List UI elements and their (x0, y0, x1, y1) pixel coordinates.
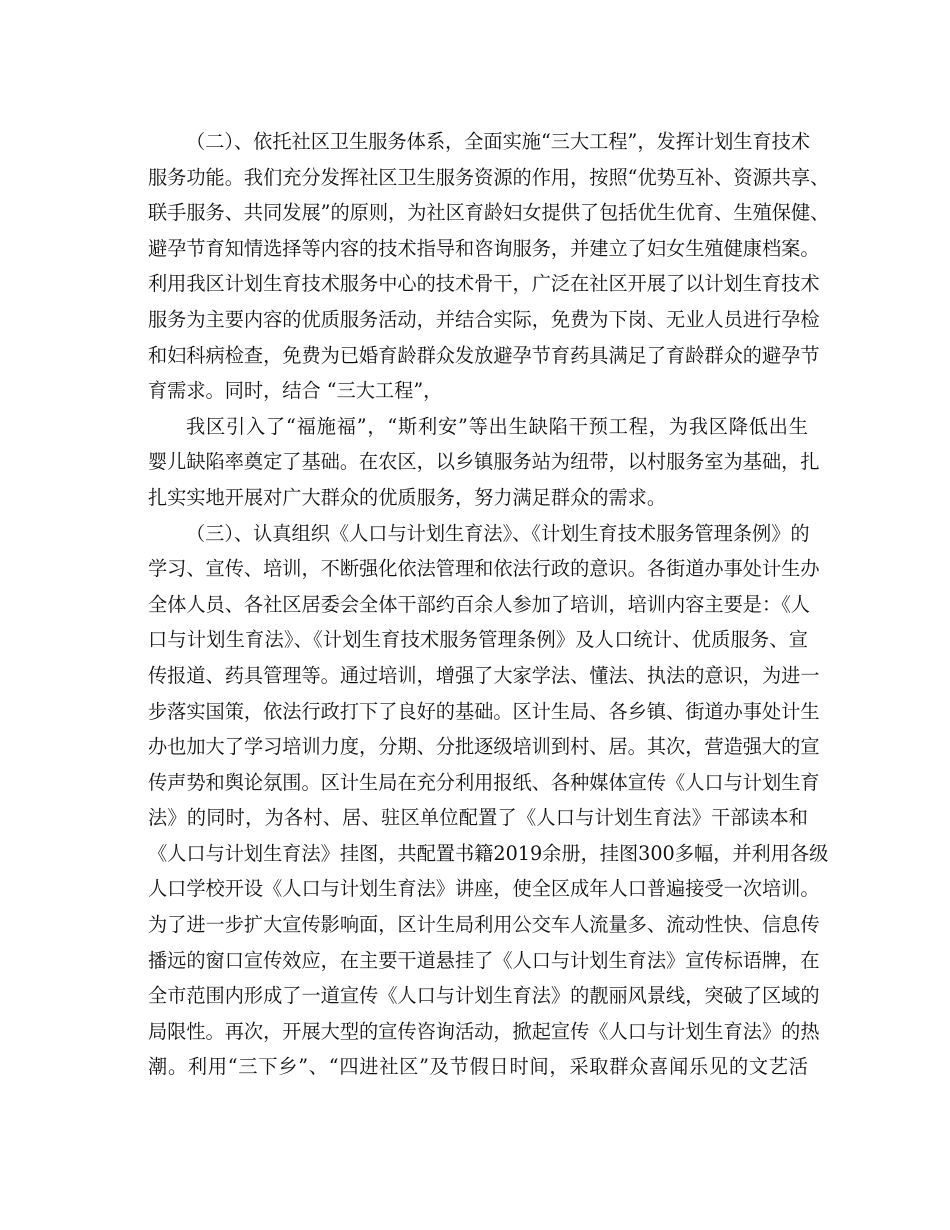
text-line: （三）、认真组织《人口与计划生育法》、《计划生育技术服务管理条例》的 (186, 521, 810, 545)
text-line: 婴儿缺陷率奠定了基础。在农区，以乡镇服务站为纽带，以村服务室为基础，扎 (148, 450, 820, 474)
text-line: 我区引入了“福施福”，“斯利安”等出生缺陷干预工程，为我区降低出生 (186, 414, 808, 438)
text-line: 口与计划生育法》、《计划生育技术服务管理条例》及人口统计、优质服务、宣 (148, 628, 808, 652)
text-line: 法》的同时，为各村、居、驻区单位配置了《人口与计划生育法》干部读本和 (148, 806, 808, 830)
text-line: 传声势和舆论氛围。区计生局在充分利用报纸、各种媒体宣传《人口与计划生育 (148, 770, 820, 794)
text-line: 全体人员、各社区居委会全体干部约百余人参加了培训，培训内容主要是：《人 (148, 592, 810, 616)
text-line: 传报道、药具管理等。通过培训，增强了大家学法、懂法、执法的意识，为进一 (148, 663, 820, 687)
text-line: 步落实国策，依法行政打下了良好的基础。区计生局、各乡镇、街道办事处计生 (148, 699, 820, 723)
text-line: 服务功能。我们充分发挥社区卫生服务资源的作用，按照“优势互补、资源共享、 (148, 165, 830, 189)
text-line: 潮。利用“三下乡”、“四进社区”及节假日时间，采取群众喜闻乐见的文艺活 (148, 1055, 808, 1079)
document-body (148, 124, 830, 1085)
text-line: 扎实实地开展对广大群众的优质服务，努力满足群众的需求。 (148, 485, 667, 509)
text-line: 人口学校开设《人口与计划生育法》讲座，使全区成年人口普遍接受一次培训。 (148, 877, 820, 901)
text-line: 局限性。再次，开展大型的宣传咨询活动，掀起宣传《人口与计划生育法》的热 (148, 1019, 820, 1043)
text-line: 服务为主要内容的优质服务活动，并结合实际，免费为下岗、无业人员进行孕检 (148, 307, 820, 331)
text-line: 育需求。同时，结合 “三大工程”， (148, 379, 443, 403)
text-line: 利用我区计划生育技术服务中心的技术骨干，广泛在社区开展了以计划生育技术 (148, 272, 820, 296)
text-line: （二）、依托社区卫生服务体系，全面实施“三大工程”，发挥计划生育技术 (186, 130, 811, 153)
text-line: 避孕节育知情选择等内容的技术指导和咨询服务，并建立了妇女生殖健康档案。 (148, 236, 820, 260)
text-line: 《人口与计划生育法》挂图，共配置书籍2019余册，挂图300多幅，并利用各级 (148, 841, 829, 865)
text-line: 为了进一步扩大宣传影响面，区计生局利用公交车人流量多、流动性快、信息传 (148, 913, 820, 937)
text-line: 联手服务、共同发展”的原则，为社区育龄妇女提供了包括优生优育、生殖保健、 (148, 201, 830, 225)
text-line: 学习、宣传、培训，不断强化依法管理和依法行政的意识。各街道办事处计生办 (148, 557, 820, 581)
text-line: 播远的窗口宣传效应，在主要干道悬挂了《人口与计划生育法》宣传标语牌，在 (148, 948, 820, 972)
text-line: 和妇科病检查，免费为已婚育龄群众发放避孕节育药具满足了育龄群众的避孕节 (148, 343, 820, 367)
text-line: 全市范围内形成了一道宣传《人口与计划生育法》的靓丽风景线，突破了区域的 (148, 984, 820, 1008)
text-line: 办也加大了学习培训力度，分期、分批逐级培训到村、居。其次，营造强大的宣 (148, 735, 820, 759)
